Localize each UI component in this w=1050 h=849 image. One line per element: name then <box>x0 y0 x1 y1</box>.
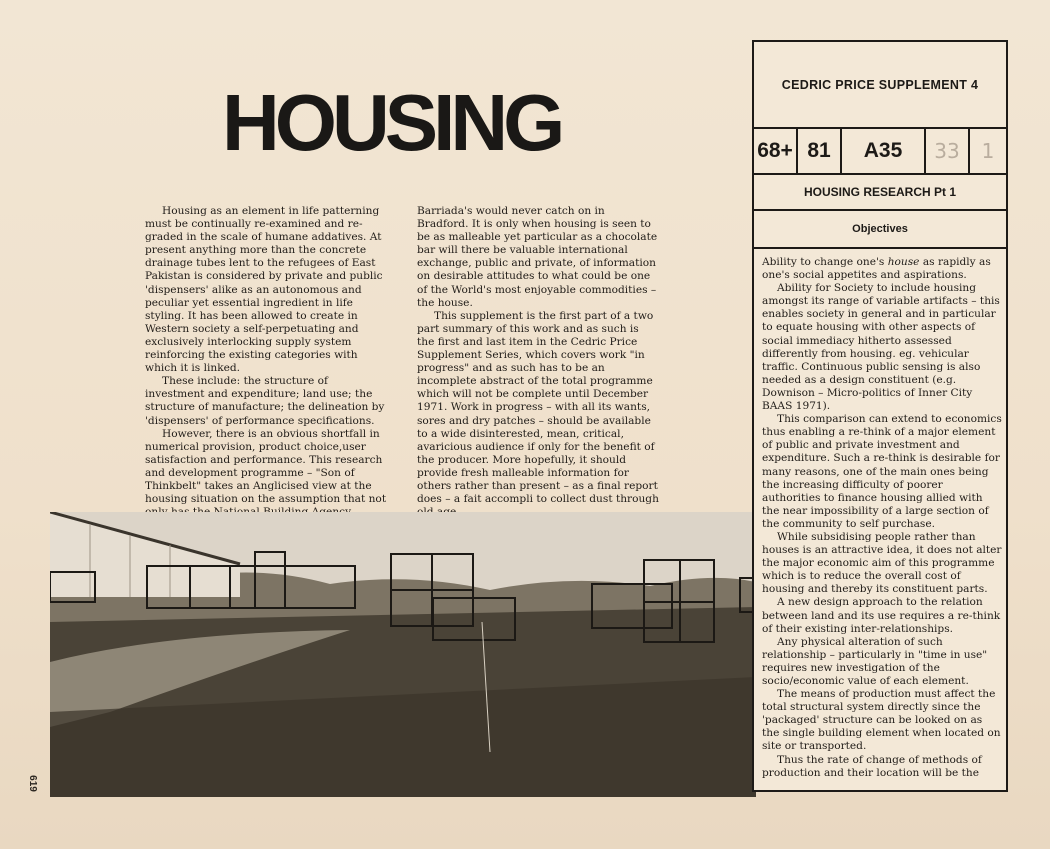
objectives-paragraph: A new design approach to the relation between land and its use requires a re-think of their existing inter-relationships. <box>762 596 1001 635</box>
site-photograph <box>50 512 756 797</box>
page-title: HOUSING <box>222 78 561 167</box>
supplement-info-panel <box>752 40 1008 792</box>
column1-paragraph: Housing as an element in life patterning must be continually re-examined and re-graded in the scale of humane addatives. At present anything more than the concrete drainage tubes lent to the refugees of East Pakistan is considered by private and public 'dispensers' alike as an autonomous and peculiar yet essential ingredient in life styling. It has been allowed to create in Western society a self-perpetuating and exclusively interlocking supply system reinforcing the existing categories with which it is linked. <box>145 205 383 375</box>
code-row <box>754 129 1006 175</box>
column1-paragraph: These include: the structure of investment and expenditure; land use; the structure of manufacture; the delineation by 'dispensers' of performance specifications. <box>145 375 385 427</box>
photo-illustration <box>50 512 756 797</box>
objectives-paragraph: Ability for Society to include housing amongst its range of variable artifacts – this enables society in general and in particular to equate housing with other aspects of social immediacy hitherto assessed differently from housing. eg. vehicular traffic. Continuous public sensing is also needed as a design constituent (e.g. Downison – Micro-politics of Inner City BAAS 1971). <box>762 282 1000 413</box>
objectives-heading: Objectives <box>754 211 1006 249</box>
column2-paragraph: This supplement is the first part of a two part summary of this work and as such is the first and last item in the Cedric Price Supplement Series, which covers work "in progress" and as such has to be an incomplete abstract of the total programme which will not be complete until December 1971. Work in progress – with all its wants, sores and dry patches – should be available to a wide disinterested, mean, critical, avaricious audience if only for the benefit of the producer. More hopefully, it should provide fresh malleable information for others rather than present – as a final report does – a fait accompli to collect dust through <box>417 309 659 506</box>
emphasis-text: house <box>887 256 920 268</box>
text-column-2 <box>417 205 659 519</box>
text-span: Ability to change one's <box>762 256 888 268</box>
code-cell: A35 <box>842 129 926 173</box>
objectives-paragraph: The means of production must affect the total structural system directly since the 'packaged' structure can be looked on as the single building element when located on site or transported. <box>762 688 1001 753</box>
page-number: 619 <box>26 775 38 792</box>
objectives-paragraph <box>762 256 1002 282</box>
column2-paragraph: Barriada's would never catch on in Bradford. It is only when housing is seen to be as malleable yet particular as a chocolate bar will there be valuable international exchange, public and private, of information on desirable attitudes to what could be one of the World's most enjoyable commodities – the house. <box>417 205 658 309</box>
text-column-1 <box>145 205 390 532</box>
objectives-text <box>754 249 1006 780</box>
objectives-paragraph: This comparison can extend to economics thus enabling a re-think of a major element of public and private investment and expenditure. Such a re-think is desirable for many reasons, one of the main ones being the increasing difficulty of poorer authorities to finance housing allied with the near impossibility of a large section of the community to self purchase. <box>762 413 1002 530</box>
supplement-heading: CEDRIC PRICE SUPPLEMENT 4 <box>754 42 1006 129</box>
code-cell: 33 <box>926 129 970 173</box>
code-cell: 1 <box>981 139 995 163</box>
research-heading: HOUSING RESEARCH Pt 1 <box>754 175 1006 211</box>
code-cell: 68+ <box>754 129 798 173</box>
objectives-paragraph: While subsidising people rather than houses is an attractive idea, it does not alter the major economic aim of this programme which is to reduce the overall cost of housing and thereby its constituent parts. <box>762 530 1002 596</box>
text-span: as rapidly as one's social appetites and aspirations. <box>762 256 991 282</box>
objectives-paragraph: Thus the rate of change of methods of production and their location will be the <box>762 753 982 779</box>
objectives-paragraph: Any physical alteration of such relationship – particularly in "time in use" requires new investigation of the socio/economic value of each element. <box>762 635 988 687</box>
code-cell: 81 <box>798 129 842 173</box>
column1-paragraph: However, there is an obvious shortfall in numerical provision, product choice,user satisfaction and performance. This research and development programme – "Son of Thinkbelt" takes an Anglicised view at the housing situation on the assumption that not <box>145 427 387 506</box>
